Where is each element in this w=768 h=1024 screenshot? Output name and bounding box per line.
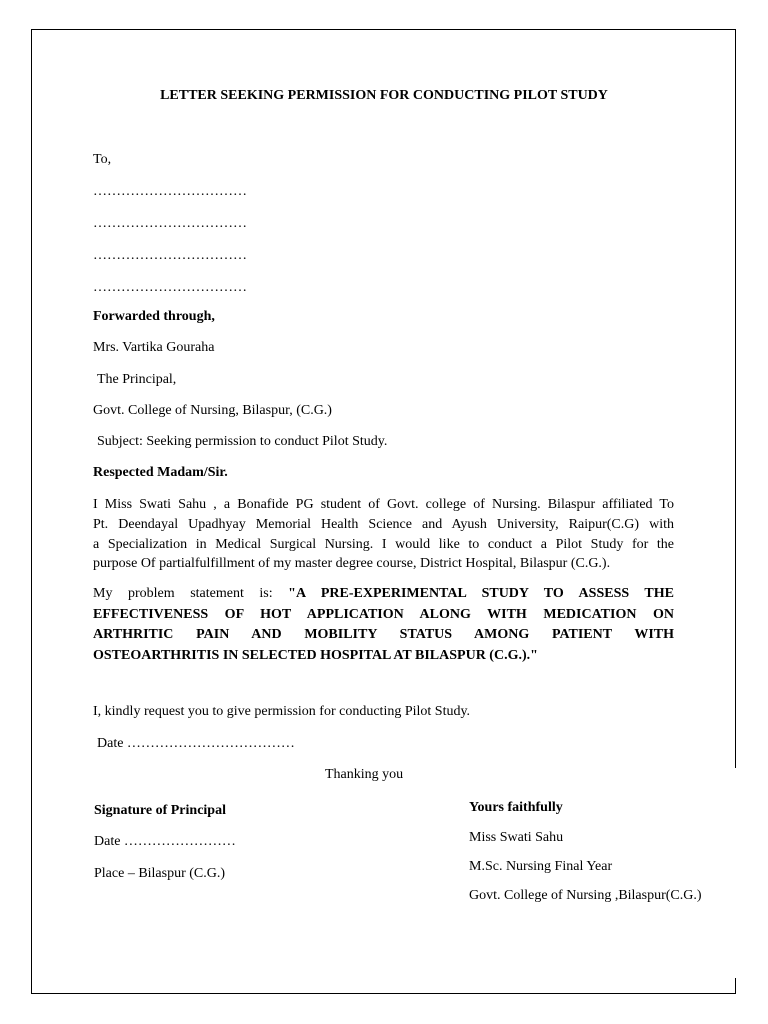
address-line: ……………………………	[93, 248, 247, 263]
principal-date: Date ……………………	[94, 834, 236, 849]
request-line: I, kindly request you to give permission for conducting Pilot Study.	[93, 704, 471, 719]
problem-line: OSTEOARTHRITIS IN SELECTED HOSPITAL AT BILASPUR (C.G.)."	[93, 647, 538, 663]
address-line: ……………………………	[93, 184, 247, 199]
body-line: I Miss Swati Sahu , a Bonafide PG student of Govt. college of Nursing. Bilaspur affiliated To	[93, 497, 674, 512]
thanking-line: Thanking you	[325, 767, 404, 782]
date-line: Date ………………………………	[97, 736, 295, 751]
problem-statement	[93, 584, 674, 666]
body-paragraph	[93, 495, 674, 574]
body-line: a Specialization in Medical Surgical Nursing. I would like to conduct a Pilot Study for the	[93, 536, 674, 552]
forwarded-org: Govt. College of Nursing, Bilaspur, (C.G.)	[93, 403, 332, 418]
forwarded-label: Forwarded through,	[93, 309, 215, 324]
forwarded-role: The Principal,	[97, 372, 177, 387]
principal-place: Place – Bilaspur (C.G.)	[94, 866, 226, 881]
problem-line: ARTHRITIC PAIN AND MOBILITY STATUS AMONG PATIENT WITH	[93, 627, 674, 642]
salutation: Respected Madam/Sir.	[93, 465, 228, 480]
body-line: Pt. Deendayal Upadhyay Memorial Health Science and Ayush University, Raipur(C.G) with	[93, 516, 674, 532]
sender-name: Miss Swati Sahu	[469, 830, 564, 845]
principal-signature-heading: Signature of Principal	[94, 803, 226, 818]
problem-line-first	[93, 584, 674, 605]
letter-title: LETTER SEEKING PERMISSION FOR CONDUCTING PILOT STUDY	[160, 88, 608, 103]
border-gap	[730, 768, 740, 978]
subject-line: Subject: Seeking permission to conduct Pilot Study.	[97, 434, 388, 449]
forwarded-name: Mrs. Vartika Gouraha	[93, 340, 215, 355]
yours-faithfully: Yours faithfully	[469, 800, 563, 815]
address-line: ……………………………	[93, 216, 247, 231]
sender-course: M.Sc. Nursing Final Year	[469, 859, 613, 874]
to-label: To,	[93, 152, 112, 167]
problem-prefix: My problem statement is:	[93, 586, 273, 601]
problem-line: "A PRE-EXPERIMENTAL STUDY TO ASSESS THE	[288, 586, 674, 601]
address-line: ……………………………	[93, 280, 247, 295]
sender-org: Govt. College of Nursing ,Bilaspur(C.G.)	[469, 888, 702, 903]
body-line: purpose Of partialfulfillment of my master degree course, District Hospital, Bilaspur (C.G.).	[93, 556, 611, 572]
problem-line: EFFECTIVENESS OF HOT APPLICATION ALONG WITH MEDICATION ON	[93, 606, 674, 622]
